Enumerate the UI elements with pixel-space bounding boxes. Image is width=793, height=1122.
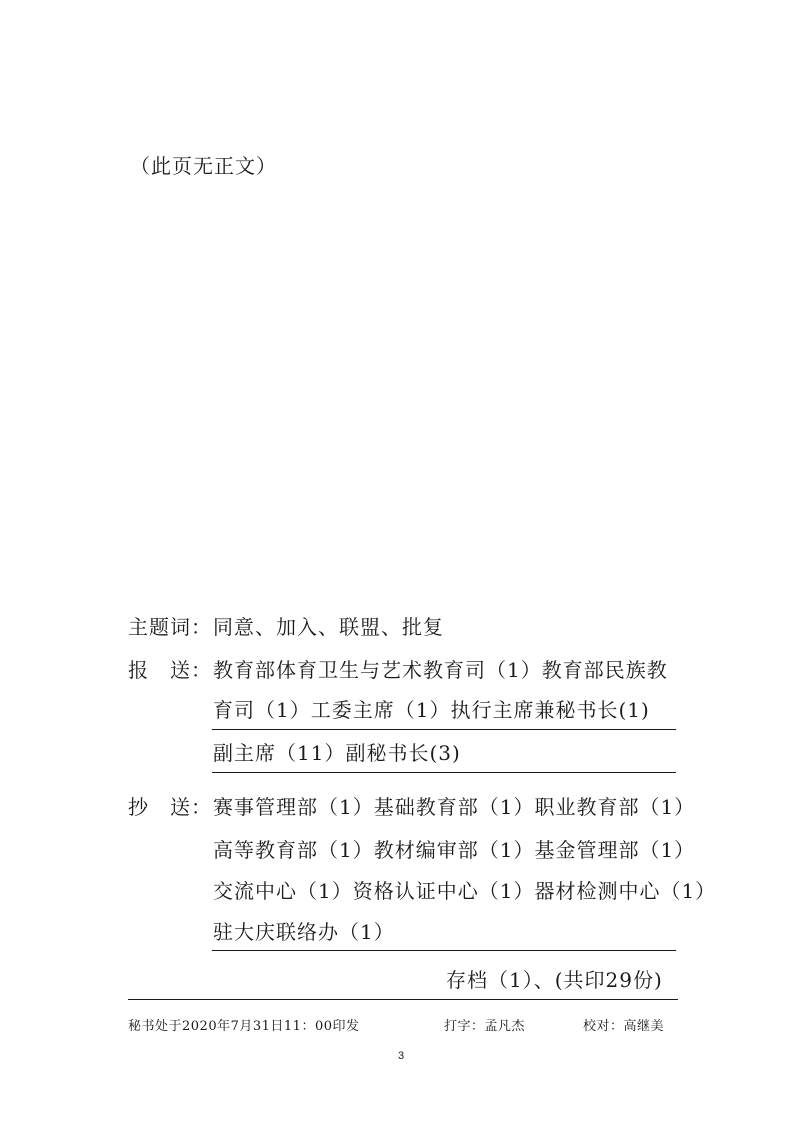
copy-to-rule	[212, 950, 676, 951]
page-number: 3	[398, 1050, 405, 1062]
report-to-rule-2	[212, 772, 676, 773]
copy-to-line-4: 驻大庆联络办（1）	[213, 920, 395, 944]
report-to-line-3: 副主席（11）副秘书长(3)	[213, 741, 461, 765]
typist-info: 打字：孟凡杰	[444, 1019, 526, 1034]
proofreader-info: 校对：高继美	[583, 1019, 665, 1034]
footer-rule	[128, 999, 678, 1000]
report-to-line-2: 育司（1）工委主席（1）执行主席兼秘书长(1)	[213, 698, 650, 722]
copy-to-line-1: 赛事管理部（1）基础教育部（1）职业教育部（1）	[213, 795, 696, 819]
archive-note: 存档（1）、(共印29份)	[446, 968, 663, 992]
copy-to-label: 抄 送：	[128, 795, 212, 819]
report-to-rule-1	[212, 729, 676, 730]
copy-to-line-3: 交流中心（1）资格认证中心（1）器材检测中心（1）	[213, 879, 717, 903]
report-to-line-1: 教育部体育卫生与艺术教育司（1）教育部民族教	[213, 658, 668, 682]
no-body-notice: （此页无正文）	[130, 154, 277, 178]
issued-info: 秘书处于2020年7月31日11：00印发	[128, 1019, 360, 1034]
keywords-label: 主题词：	[128, 615, 212, 639]
keywords-text: 同意、加入、联盟、批复	[213, 615, 444, 639]
report-to-label: 报 送：	[128, 658, 212, 682]
copy-to-line-2: 高等教育部（1）教材编审部（1）基金管理部（1）	[213, 838, 696, 862]
